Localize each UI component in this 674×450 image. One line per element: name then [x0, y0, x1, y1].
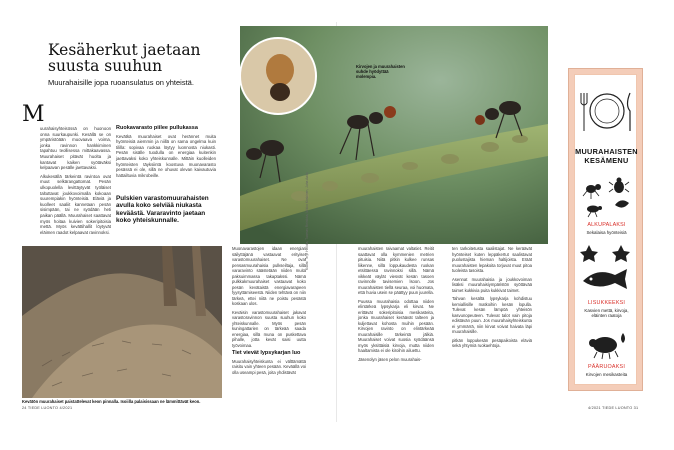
aphid-photo-caption: Kirvojen ja muurahaisten suhde hyödyttää molempia.: [356, 64, 405, 79]
body-paragraph-4: muurahaisten raivaamat valtatiet. Reitit saattavat olla kymmenien metrien pituisia. Niitä pitkin kulkee runsas liikenne, sillä loppukaudesta ruokan etsittäessä ravinnoksi sillä. Nämä vikkeät väylät viesvät kesän tasoen ravinnolle tavisemien lsoon. Jos muurahaisten tiellä seuraa, voi huomata, että huvia usein se päättyy puun juurella.: [358, 246, 434, 295]
intro-paragraph-2: Alkukesällä tärkeintä ravintoa ovat muut selkärangattomat. Pesän ulkopuolella levittäytyvät työläiset taltuttavat joukkovoimalla kokoaan suurempiakin hyönteisiä. Eläviä ja kuolleet saaliit kannetaan pesän sisimpään, tai ne syödään heti paikan päällä. Muurahaiset saattavat myös hoitaa kuivien sokeripitoisia mettä. Myös kevättihallit löytyvät eläimen raadot kelpaavat ravinnoksi.: [40, 173, 111, 235]
body-paragraph-9: Tahvan kesältä lypsykarja kohdistuu kemiallisille matkoihin kesän lopulla. Tulevat kesän lämpöä yhteisön kasvunopeuteen. Tulevat talot vain pitoja edistävän puun. Jos muurahaisyhteiskunta ei ymmärrä, niin kirvat voivat haivata läpi muurahaisille.: [452, 296, 532, 334]
left-page-footer: [22, 406, 72, 410]
lead-photo: [240, 26, 548, 244]
course1-desc: Sekalaisa hyönteisiä: [586, 230, 627, 235]
article-title: Kesäherkut jaetaan suusta suuhun: [48, 41, 201, 75]
left-page-number: 24: [22, 406, 27, 410]
anthill-illustration: [22, 246, 222, 398]
article-subtitle: Muurahaisille jopa ruoansulatus on yhteistä.: [48, 78, 194, 87]
course1-label: ALKUPALAKSI: [587, 222, 626, 228]
body-column-1: [232, 246, 306, 378]
flowers-fish-icon: [575, 241, 638, 297]
body-paragraph-10: pitkän loppukesän pesäpaikoista eläviä sekä yhtymiä ruokaehtoja.: [452, 337, 532, 348]
left-magazine-name: TIEDE LUONTO 4/2021: [27, 406, 73, 410]
body-column-2: [358, 246, 434, 365]
drop-cap: M: [22, 102, 45, 127]
body-paragraph-6: Jäsenolyn jäsen pelon muurahais-: [358, 356, 422, 362]
right-page-number: 31: [633, 406, 639, 410]
photo-credit: Kuvat: Terje Heikka, Tuomas Reinikka, Mikko Koskinen, Juha Aalto: [305, 172, 309, 270]
menu-title: [575, 147, 638, 165]
ants-aphids-illustration: [240, 26, 548, 244]
pull-quote: Pulskien varastomuurahaisten avulla koko selviää niukasta keväästä. Vararavinto jaetaan koko yhteiskunnalle.: [116, 195, 209, 225]
plate-cutlery-icon: [575, 83, 638, 143]
anthill-photo-caption: Kevätön muurahaiset paistattelevat keon pinnalla. Isoiilla palaisissaan ne lämmittävät keon.: [22, 399, 201, 404]
body-paragraph-3: Muurahaisyhteiskunta ei välttämättä raisitu vain yhteen pesään. Keväällä voi olla useampi pesä, joita yhdistävät: [232, 358, 306, 375]
menu-title-line2: KESÄMENU: [584, 156, 629, 165]
menu-title-line1: MUURAHAISTEN: [575, 147, 638, 156]
section2-heading: Tiet vievät lypsykarjan luo: [232, 350, 301, 356]
menu-card: [574, 74, 637, 385]
course3-label: PÄÄRUOAKSI: [587, 364, 626, 370]
body-column-3: [452, 246, 532, 352]
body-paragraph-5: Puussa muurahaisia odottaa niiden elintärkeä lypsykarja eli kirvat. Ne erittävät sokeripitoisia mesikasteita, jonka muurahaiset keräävät talteen ja kuljettavat kohosta muihin pesään. Kirvojen ravinto on elintärkeää muurahaisille tärkeintä jälkiä. Muurahaiset voivat suosia syödäänsä myös yksittäisiä kirvoja, mutta niiden haaltamista ei ole kiroihin ailuettu.: [358, 298, 434, 353]
summer-menu-sidebar: [568, 68, 643, 391]
aphid-droplet-icon: [575, 325, 638, 365]
right-magazine-name: 4/2021 TIEDE LUONTO: [588, 406, 633, 410]
course2-label: LISUKKEEKSI: [587, 300, 626, 306]
section1-column: [116, 126, 216, 181]
course3-desc: Kirvojen mesikasteita: [585, 372, 628, 377]
intro-column: [40, 126, 111, 238]
anthill-photo: [22, 246, 222, 398]
section1-text: Kevätkä muurahaiset ovat herännet muita hyönteisiä aiemmin ja niillä on sama ongelma kuin tililla: sopivaa ruokaa löytyy luonnosta niukasti. Pesän sisälle tuodulla on energiaa kuitenkin jaettavaksi koko yhteiskunnalle. Mittäin kuolleiden hyönteisten täyksiintä koostuva muonavarasto pesässä ei ole, sillä ne ohuvat olevan kaivautuvia hattailtuvia mikrobeille.: [116, 133, 216, 178]
insects-icon: [575, 175, 638, 219]
body-paragraph-1: Muonavarastojen idaan energian säilyttäjänä vastaavat erityiset varastomuurahaiset. Ne ovat pensasmuurahaisia pulkseiltaja, sillä vararavinto säästetään niiden muita paksuimmassa takaptakssi. Nämä pulkkakmuurahaiset vastaavat koko pesän kevätaistä energiavarapeen fyysyttämiseestä. Niiden tehtävä on niin tärkeä, ettei niitä ne poistu pesästä koskaan ulos.: [232, 246, 306, 306]
course2-desc: Kasvien mettä, kirvoja, eläinten raatoja: [584, 308, 629, 319]
right-page-footer: [588, 406, 638, 410]
body-paragraph-2: Keväisin varastomuurahaiset jakavat varastoravinnon suusta suuhun koko yhteiskunnalle. Myös pesän kuningattarien on tärkeää saada energiaa, sillä muna on puskettava pihalle, jotta kevät saisi uutta työvoimaa.: [232, 309, 306, 348]
section1-heading: Ruokavarasto piilee pullukassa: [116, 125, 198, 131]
body-paragraph-7: ten tarkoitetusta saalistajat. Ne keräävät hyönteiset kuten leppäkertut saalistavat puolustajista hieman haltijoista. Eräät muurahaisten lepakoita torjuvat muut pitoa tuoleista tasoista.: [452, 246, 532, 273]
body-paragraph-8: Asennat muurahaisia ja joukkovoiman lisäksi muurahaisiympäristön syöttävää taimet kukkivia puita kukkivat taimet.: [452, 276, 532, 293]
intro-paragraph-1: uurahaisyhteisössä on huonoon onna suurkaupunki. Kesällä se on ympäristöään muovaava voima, jonka ravinnon hankkiminen tapahtuu teollisessa mittakaavassa. Muurahaiset pitävät huolta ja kantavat kaiken syötäväksi kelpaavan pesälle jaettavaksi.: [40, 126, 111, 171]
